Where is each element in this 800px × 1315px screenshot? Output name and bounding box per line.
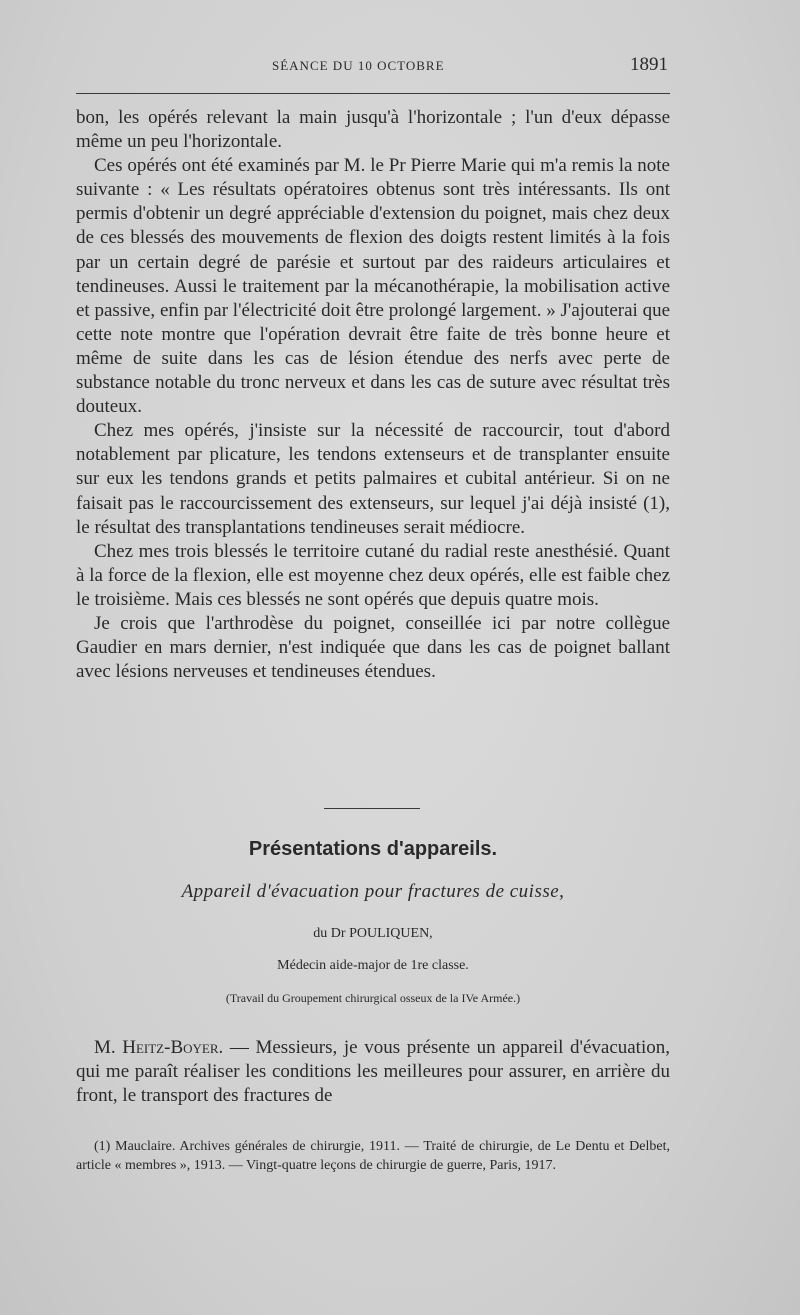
header-rule bbox=[76, 93, 670, 94]
section-subtitle: Appareil d'évacuation pour fractures de cuisse, bbox=[181, 881, 565, 902]
author-role: Médecin aide-major de 1re classe. bbox=[277, 958, 469, 973]
page-number: 1891 bbox=[630, 54, 668, 75]
section-title: Présentations d'appareils. bbox=[248, 838, 498, 860]
speech-paragraph bbox=[76, 1036, 670, 1108]
page-header bbox=[76, 52, 670, 82]
author-line: du Dr POULIQUEN, bbox=[313, 926, 433, 941]
speaker-name: M. Heitz-Boyer. bbox=[94, 1037, 224, 1058]
footnote-text: (1) Mauclaire. Archives générales de chirurgie, 1911. — Traité de chirurgie, de Le Dentu et Delbet, article « membres », 1913. — Vingt-quatre leçons de chirurgie de guerre, Paris, 1917. bbox=[76, 1139, 670, 1173]
paragraph: Je crois que l'arthrodèse du poignet, conseillée ici par notre collègue Gaudier en mars dernier, n'est indiquée que dans les cas de poignet ballant avec lésions nerveuses et tendineuses étendues. bbox=[76, 612, 670, 683]
footnote bbox=[76, 1137, 670, 1175]
paragraph: Ces opérés ont été examinés par M. le Pr Pierre Marie qui m'a remis la note suivante : « Les résultats opératoires obtenus sont très intéressants. Ils ont permis d'obtenir un degré appréciable d'extension du poignet, mais chez deux de ces blessés des mouvements de flexion des doigts restent limités à la fois par un certain degré de parésie et surtout par des raideurs articulaires et tendineuses. Aussi le traitement par la mécanothérapie, la mobilisation active et passive, enfin par l'électricité doit être prolongé largement. » J'ajouterai que cette note montre que l'opération devrait être faite de très bonne heure et même de suite dans les cas de lésion étendue des nerfs avec perte de substance notable du tronc nerveux et dans les cas de suture avec résultat très douteux. bbox=[76, 155, 670, 418]
body-text bbox=[76, 106, 670, 684]
paragraph: Chez mes opérés, j'insiste sur la nécessité de raccourcir, tout d'abord notablement par plicature, les tendons extenseurs et de transplanter ensuite sur eux les tendons grands et petits palmaires et cubital antérieur. Si on ne faisait pas le raccourcissement des extenseurs, sur lequel j'ai déjà insisté (1), le résultat des transplantations tendineuses serait médiocre. bbox=[76, 420, 670, 538]
speech-text: — Messieurs, je vous présente un appareil d'évacuation, qui me paraît réaliser les conditions les meilleures pour assurer, en arrière du front, le transport des fractures de bbox=[76, 1037, 670, 1107]
paragraph: Chez mes trois blessés le territoire cutané du radial reste anesthésié. Quant à la force de la flexion, elle est moyenne chez deux opérés, elle est faible chez le troisième. Mais ces blessés ne sont opérés que depuis quatre mois. bbox=[76, 540, 670, 610]
work-note: (Travail du Groupement chirurgical osseux de la IVe Armée.) bbox=[225, 991, 521, 1005]
section-separator bbox=[324, 808, 420, 809]
paragraph: bon, les opérés relevant la main jusqu'à l'horizontale ; l'un d'eux dépasse même un peu l'horizontale. bbox=[76, 107, 670, 153]
running-title: SÉANCE DU 10 OCTOBRE bbox=[272, 58, 445, 73]
